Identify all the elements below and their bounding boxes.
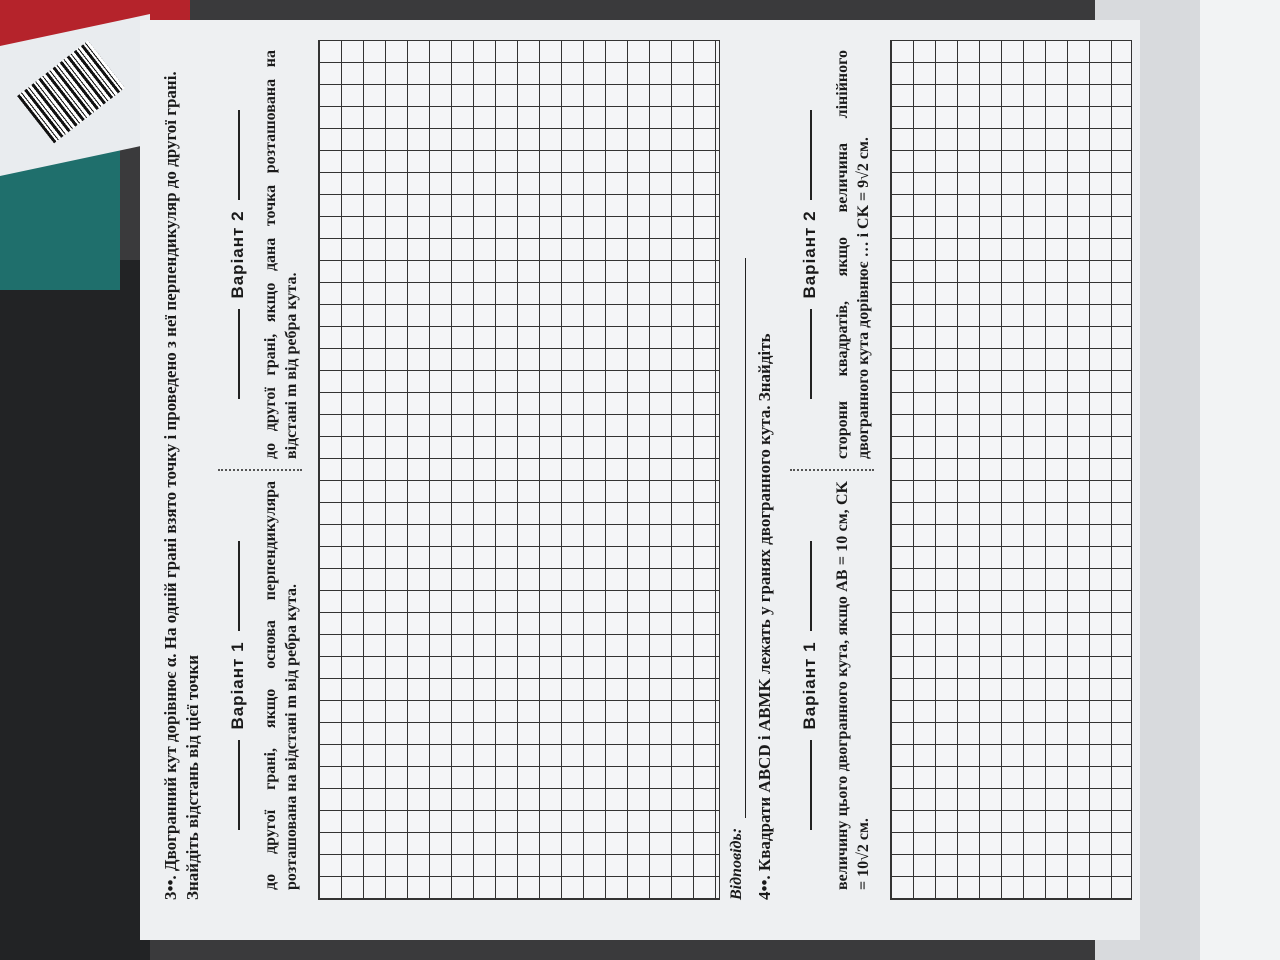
- task3-variant1: [218, 471, 302, 900]
- task4-variant2-text: сторони квадратів, якщо величина лінійного двогранного кута дорівнює … і CK = 9√2 см.: [834, 50, 872, 459]
- neighbor-page-edge: [1200, 0, 1280, 960]
- task3-grid-workspace[interactable]: [318, 40, 720, 900]
- task4-variant2-label: Варіант 2: [800, 50, 820, 459]
- answer-line[interactable]: [745, 258, 746, 818]
- task4-grid-workspace[interactable]: [890, 40, 1132, 900]
- page-content: [160, 40, 1132, 900]
- task3-number: 3••.: [161, 875, 180, 900]
- task3-variant2-text: до другої грані, якщо дана точка розташована на відстані m від ребра кута.: [262, 50, 300, 459]
- task4-variant1-label: Варіант 1: [800, 481, 820, 890]
- task4-number: 4••.: [755, 875, 774, 900]
- task4-variant2: [790, 40, 874, 471]
- answer-label: Відповідь:: [728, 827, 745, 900]
- task4-variants: [790, 40, 874, 900]
- task3-variant1-text: до другої грані, якщо основа перпендикуляра розташована на відстані m від ребра кута.: [262, 481, 300, 890]
- task4-variant1: [790, 471, 874, 900]
- task4-variant1-text: величину цього двогранного кута, якщо AB = 10 см, CK = 10√2 см.: [834, 481, 872, 890]
- task3-answer: [728, 40, 746, 900]
- task4-text: Квадрати ABCD і ABMK лежать у гранях двогранного кута. Знайдіть: [755, 333, 774, 872]
- task3-statement: [160, 40, 204, 900]
- task3-variant2-label: Варіант 2: [228, 50, 248, 459]
- dark-bag: [0, 260, 150, 960]
- workbook-page: [140, 20, 1140, 940]
- task3-variant1-label: Варіант 1: [228, 481, 248, 890]
- task3-variants: [218, 40, 302, 900]
- task4-statement: [754, 40, 776, 900]
- task3-variant2: [218, 40, 302, 471]
- task3-text: Двогранний кут дорівнює α. На одній грані взято точку і проведено з неї перпендикуляр до другої грані. Знайдіть відстань від цієї точки: [161, 71, 202, 900]
